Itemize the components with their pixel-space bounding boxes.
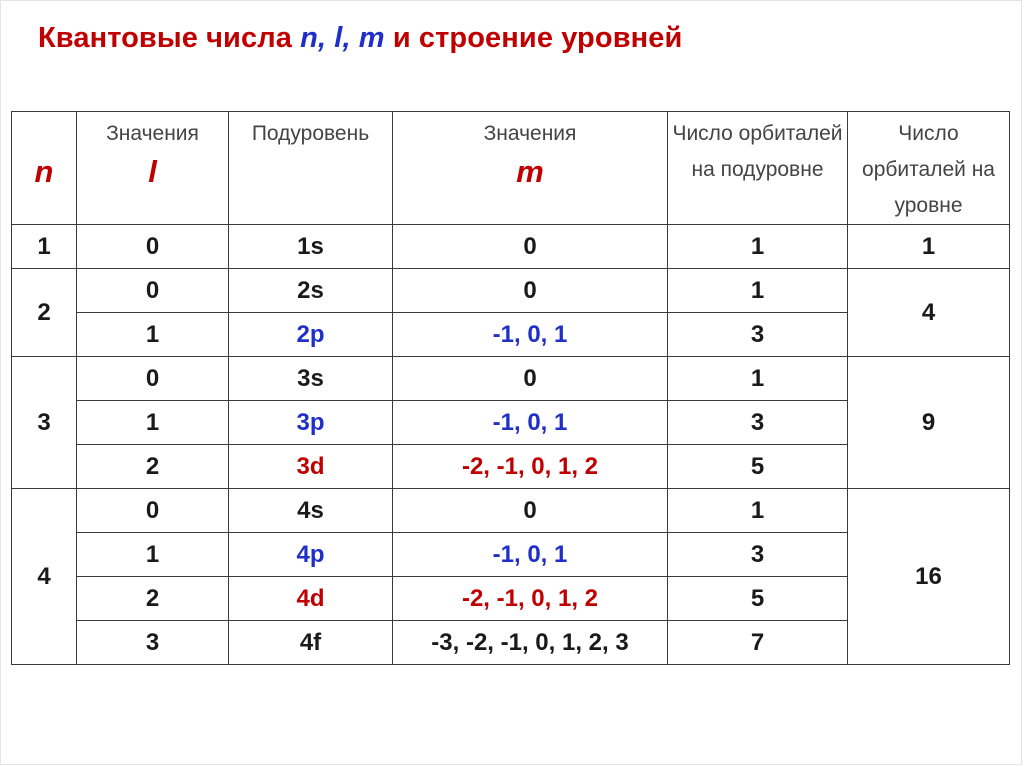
header-sublevel: Подуровень bbox=[229, 112, 393, 225]
table-row bbox=[12, 225, 1010, 269]
cell-orbitals-level: 4 bbox=[848, 269, 1010, 357]
title-m: m bbox=[358, 22, 385, 54]
cell-sublevel: 1s bbox=[229, 225, 393, 269]
header-m-label: Значения bbox=[483, 122, 577, 145]
cell-sublevel: 3d bbox=[229, 445, 393, 489]
cell-l: 0 bbox=[77, 225, 229, 269]
title-sep-2: , bbox=[342, 22, 359, 54]
cell-l: 0 bbox=[77, 489, 229, 533]
cell-l: 1 bbox=[77, 533, 229, 577]
cell-m-values: 0 bbox=[393, 357, 668, 401]
header-orbitals-sublevel: Число орбиталей на подуровне bbox=[668, 112, 848, 225]
cell-orbitals-sublevel: 7 bbox=[668, 621, 848, 665]
cell-n: 3 bbox=[12, 357, 77, 489]
cell-l: 0 bbox=[77, 357, 229, 401]
cell-orbitals-sublevel: 3 bbox=[668, 313, 848, 357]
cell-orbitals-sublevel: 1 bbox=[668, 489, 848, 533]
cell-m-values: 0 bbox=[393, 489, 668, 533]
cell-l: 3 bbox=[77, 621, 229, 665]
header-row bbox=[12, 112, 1010, 225]
cell-n: 2 bbox=[12, 269, 77, 357]
cell-sublevel: 2s bbox=[229, 269, 393, 313]
cell-orbitals-level: 1 bbox=[848, 225, 1010, 269]
cell-orbitals-sublevel: 3 bbox=[668, 533, 848, 577]
cell-sublevel: 4d bbox=[229, 577, 393, 621]
header-m bbox=[393, 112, 668, 225]
cell-m-values: 0 bbox=[393, 269, 668, 313]
cell-sublevel: 4f bbox=[229, 621, 393, 665]
cell-orbitals-sublevel: 1 bbox=[668, 357, 848, 401]
cell-sublevel: 4s bbox=[229, 489, 393, 533]
cell-sublevel: 3s bbox=[229, 357, 393, 401]
page-title bbox=[38, 22, 682, 55]
title-sep-1: , bbox=[317, 22, 335, 54]
cell-m-values: 0 bbox=[393, 225, 668, 269]
cell-orbitals-sublevel: 5 bbox=[668, 577, 848, 621]
cell-l: 2 bbox=[77, 577, 229, 621]
header-l-symbol: l bbox=[148, 154, 157, 189]
cell-orbitals-level: 16 bbox=[848, 489, 1010, 665]
cell-sublevel: 4p bbox=[229, 533, 393, 577]
cell-m-values: -1, 0, 1 bbox=[393, 401, 668, 445]
cell-l: 0 bbox=[77, 269, 229, 313]
cell-m-values: -2, -1, 0, 1, 2 bbox=[393, 577, 668, 621]
cell-m-values: -3, -2, -1, 0, 1, 2, 3 bbox=[393, 621, 668, 665]
cell-orbitals-level: 9 bbox=[848, 357, 1010, 489]
cell-m-values: -2, -1, 0, 1, 2 bbox=[393, 445, 668, 489]
cell-orbitals-sublevel: 5 bbox=[668, 445, 848, 489]
cell-orbitals-sublevel: 1 bbox=[668, 225, 848, 269]
header-m-symbol: m bbox=[516, 154, 544, 189]
cell-orbitals-sublevel: 1 bbox=[668, 269, 848, 313]
table-row bbox=[12, 269, 1010, 313]
table-body bbox=[12, 225, 1010, 665]
header-l bbox=[77, 112, 229, 225]
title-l: l bbox=[334, 22, 343, 54]
title-prefix: Квантовые числа bbox=[38, 22, 301, 54]
cell-orbitals-sublevel: 3 bbox=[668, 401, 848, 445]
header-l-label: Значения bbox=[106, 122, 199, 145]
cell-sublevel: 2p bbox=[229, 313, 393, 357]
cell-sublevel: 3p bbox=[229, 401, 393, 445]
header-n: n bbox=[12, 112, 77, 225]
cell-n: 1 bbox=[12, 225, 77, 269]
table-row bbox=[12, 489, 1010, 533]
cell-m-values: -1, 0, 1 bbox=[393, 533, 668, 577]
cell-m-values: -1, 0, 1 bbox=[393, 313, 668, 357]
cell-n: 4 bbox=[12, 489, 77, 665]
title-suffix: и строение уровней bbox=[384, 22, 683, 54]
cell-l: 2 bbox=[77, 445, 229, 489]
cell-l: 1 bbox=[77, 313, 229, 357]
header-orbitals-level: Число орбиталей на уровне bbox=[848, 112, 1010, 225]
title-n: n bbox=[300, 22, 318, 54]
quantum-numbers-table bbox=[11, 111, 1010, 665]
cell-l: 1 bbox=[77, 401, 229, 445]
table-row bbox=[12, 357, 1010, 401]
